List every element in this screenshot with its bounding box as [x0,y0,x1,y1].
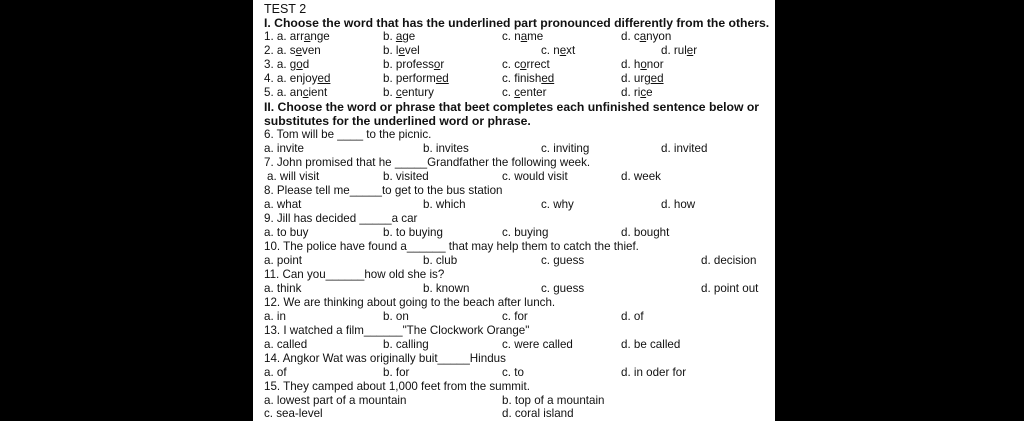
answer-option[interactable]: a. lowest part of a mountain [264,394,407,407]
answer-option[interactable]: d. week [621,170,661,183]
question-text: 13. I watched a film______"The Clockwork Orange" [264,324,530,337]
pronunciation-option: 1. a. arrange [264,30,330,43]
pronunciation-option: b. age [383,30,416,43]
underlined-part: a [520,30,528,43]
pronunciation-option: b. century [383,86,434,99]
underlined-part: o [520,58,527,71]
underlined-part: e [559,44,567,57]
underlined-part: a [395,30,403,43]
answer-option[interactable]: d. point out [701,282,759,295]
pronunciation-option: 5. a. ancient [264,86,328,99]
underlined-part: e [686,44,694,57]
pronunciation-option: c. correct [502,58,550,71]
answer-option[interactable]: b. top of a mountain [502,394,605,407]
question-text: 6. Tom will be ____ to the picnic. [264,128,432,141]
answer-option[interactable]: d. of [621,310,644,323]
answer-option[interactable]: a. of [264,366,287,379]
section2-heading-line1: II. Choose the word or phrase that beet completes each unfinished sentence below or [264,100,760,114]
answer-option[interactable]: a. what [264,198,302,211]
answer-option[interactable]: b. visited [383,170,429,183]
answer-option[interactable]: a. think [264,282,302,295]
answer-option[interactable]: c. to [502,366,524,379]
pronunciation-option: 4. a. enjoyed [264,72,331,85]
underlined-part: ed [650,72,664,85]
underlined-part: c [514,86,521,99]
answer-option[interactable]: a. will visit [267,170,320,183]
question-text: 14. Angkor Wat was originally buit_____Hindus [264,352,506,365]
answer-option[interactable]: b. calling [383,338,429,351]
answer-option[interactable]: a. invite [264,142,304,155]
pronunciation-option: 3. a. god [264,58,310,71]
test-sheet [253,0,775,421]
question-text: 9. Jill has decided _____a car [264,212,418,225]
section1-heading: I. Choose the word that has the underlined part pronounced differently from the others. [264,16,770,30]
answer-option[interactable]: c. were called [502,338,573,351]
question-text: 10. The police have found a______ that may help them to catch the thief. [264,240,639,253]
underlined-part: e [398,44,405,57]
pronunciation-option: d. ruler [661,44,698,57]
underlined-part: o [296,58,303,71]
underlined-part: a [303,30,311,43]
answer-option[interactable]: b. which [423,198,466,211]
underlined-part: o [433,58,441,71]
question-text: 8. Please tell me_____to get to the bus station [264,184,503,197]
answer-option[interactable]: c. would visit [502,170,568,183]
answer-option[interactable]: d. bought [621,226,670,239]
pronunciation-option: b. level [383,44,420,57]
answer-option[interactable]: b. on [383,310,409,323]
answer-option[interactable]: b. known [423,282,470,295]
pronunciation-option: d. honor [621,58,664,71]
underlined-part: ed [435,72,449,85]
question-text: 11. Can you______how old she is? [264,268,445,281]
answer-option[interactable]: b. to buying [383,226,443,239]
pronunciation-option: d. urged [621,72,664,85]
answer-option[interactable]: d. how [661,198,696,211]
pronunciation-option: c. center [502,86,547,99]
answer-option[interactable]: b. club [423,254,458,267]
answer-option[interactable]: a. point [264,254,303,267]
underlined-part: ed [541,72,555,85]
question-text: 12. We are thinking about going to the beach after lunch. [264,296,556,309]
underlined-part: c [640,86,647,99]
answer-option[interactable]: d. in oder for [621,366,687,379]
underlined-part: c [302,86,309,99]
test-title: TEST 2 [264,2,307,16]
underlined-part: o [640,58,647,71]
answer-option[interactable]: a. called [264,338,308,351]
answer-option[interactable]: d. invited [661,142,708,155]
answer-option[interactable]: d. coral island [502,407,574,420]
pronunciation-option: b. performed [383,72,449,85]
pronunciation-option: c. finished [502,72,555,85]
underlined-part: ed [317,72,331,85]
question-text: 7. John promised that he _____Grandfather the following week. [264,156,591,169]
answer-option[interactable]: b. for [383,366,410,379]
answer-option[interactable]: c. inviting [541,142,590,155]
answer-option[interactable]: d. be called [621,338,681,351]
answer-option[interactable]: a. to buy [264,226,309,239]
answer-option[interactable]: b. invites [423,142,469,155]
underlined-part: a [639,30,647,43]
answer-option[interactable]: d. decision [701,254,757,267]
answer-option[interactable]: c. for [502,310,528,323]
pronunciation-option: c. name [502,30,544,43]
question-text: 15. They camped about 1,000 feet from the summit. [264,380,530,393]
answer-option[interactable]: a. in [264,310,286,323]
answer-option[interactable]: c. guess [541,254,585,267]
pronunciation-option: b. professor [383,58,445,71]
section2-heading-line2: substitutes for the underlined word or phrase. [264,114,531,128]
underlined-part: c [395,86,402,99]
answer-option[interactable]: c. guess [541,282,585,295]
underlined-part: e [295,44,303,57]
pronunciation-option: d. canyon [621,30,672,43]
answer-option[interactable]: c. why [541,198,574,211]
pronunciation-option: c. next [541,44,576,57]
pronunciation-option: d. rice [621,86,653,99]
answer-option[interactable]: c. buying [502,226,549,239]
pronunciation-option: 2. a. seven [264,44,321,57]
answer-option[interactable]: c. sea-level [264,407,323,420]
